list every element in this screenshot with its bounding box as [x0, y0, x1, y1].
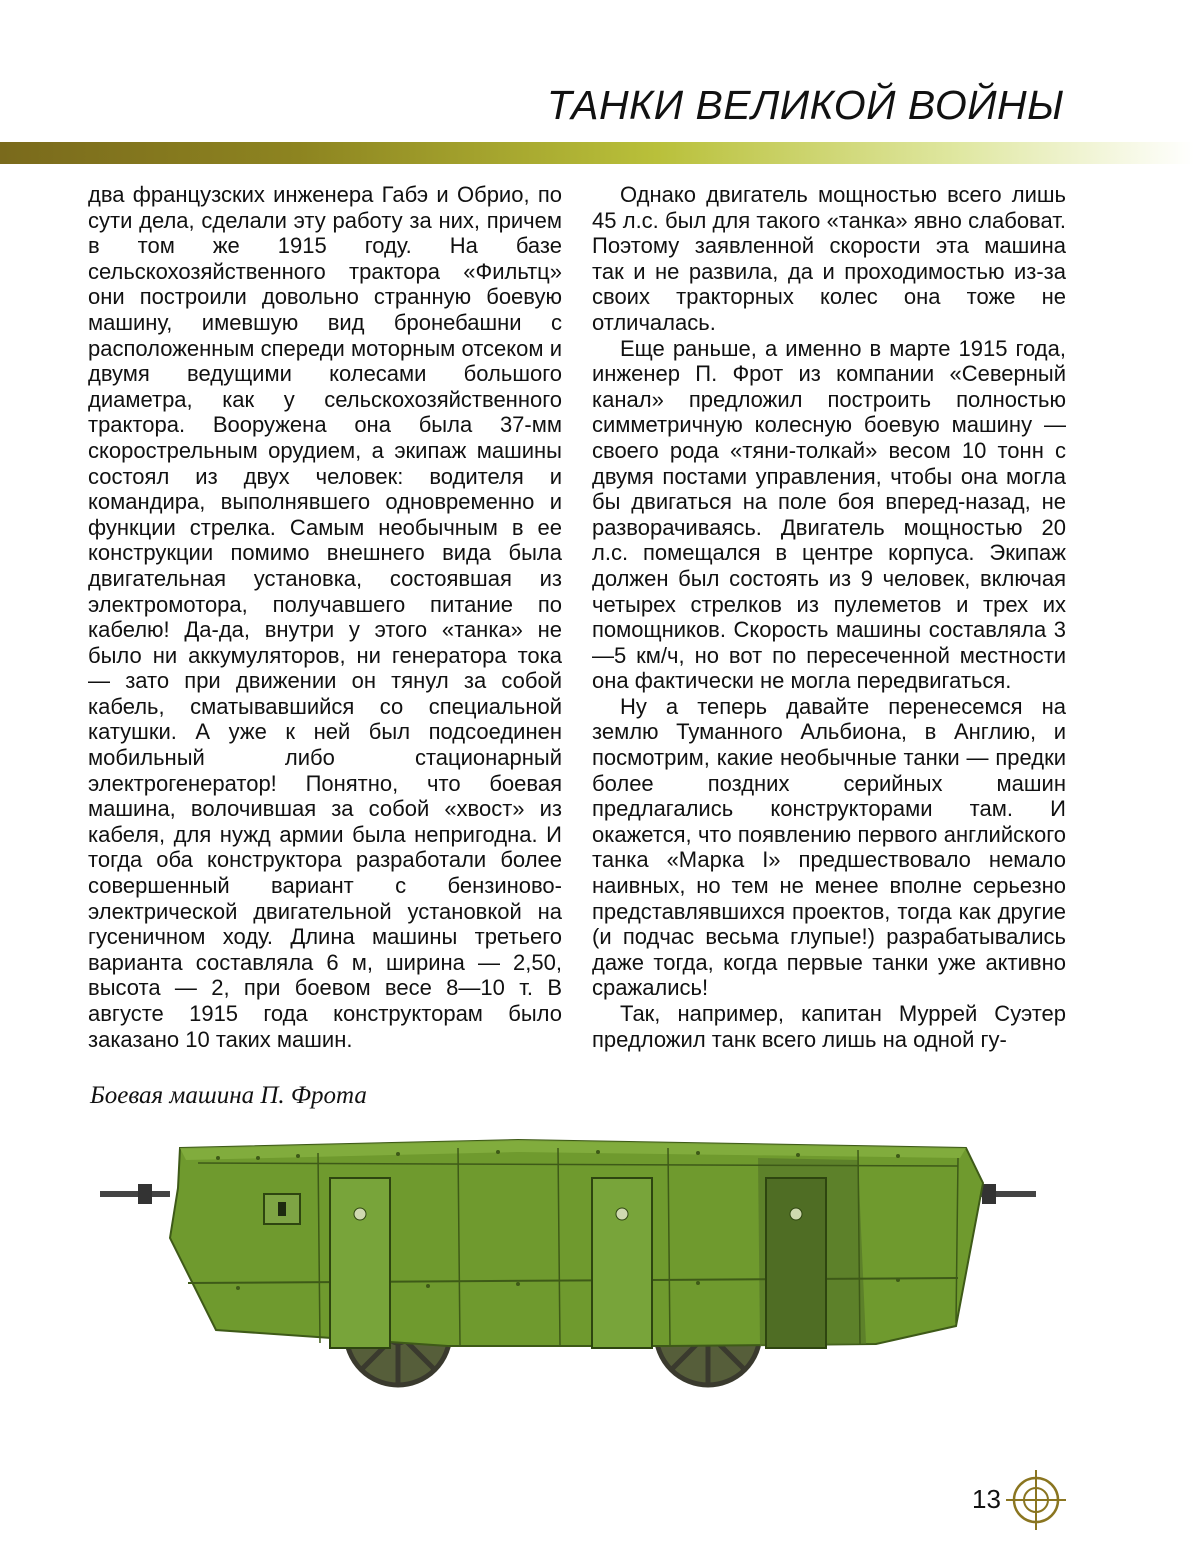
door-rear: [766, 1178, 826, 1348]
header-gradient-bar: [0, 142, 1194, 164]
running-title: ТАНКИ ВЕЛИКОЙ ВОЙНЫ: [546, 82, 1064, 128]
left-text-column: [88, 182, 562, 1052]
paragraph: Однако двигатель мощностью всего лишь 45 л.с. был для такого «танка» явно слабоват. Поэтому заявленной скорости эта машина так и не развила, да и проходимостью из-за своих тракторных колес она тоже не отличалась.: [592, 182, 1066, 335]
paragraph: Ну а теперь давайте перенесемся на землю Туманного Альбиона, в Англию, и посмотрим, какие необычные танки — предки более поздних серийных машин предлагались конструкторами там. И окажется, что появлению первого английского танка «Марка I» предшествовало немало наивных, но тем не менее вполне серьезно представлявшихся проектов, тогда как другие (и подчас весьма глупые!) разрабатывались даже тогда, когда первые танки уже активно сражались!: [592, 693, 1066, 1001]
front-gun: [100, 1184, 170, 1204]
paragraph: Еще раньше, а именно в марте 1915 года, инженер П. Фрот из компании «Северный канал» предложил построить полностью симметричную колесную боевую машину — своего рода «тяни-толкай» весом 10 тонн с двумя постами управления, чтобы она могла бы двигаться на поле боя вперед-назад, не разворачиваясь. Двигатель мощностью 20 л.с. помещался в центре корпуса. Экипаж должен был состоять из 9 человек, включая четырех стрелков из пулеметов и трех их помощников. Скорость машины составляла 3—5 км/ч, но вот по пересеченной местности она фактически не могла передвигаться.: [592, 335, 1066, 694]
paragraph: Так, например, капитан Муррей Суэтер предложил танк всего лишь на одной гу-: [592, 1001, 1066, 1052]
door-front: [330, 1178, 390, 1348]
crosshair-icon: [1004, 1468, 1068, 1532]
door-middle: [592, 1178, 652, 1348]
figure-caption: Боевая машина П. Фрота: [90, 1082, 367, 1109]
page-number: 13: [972, 1484, 1001, 1514]
tank-illustration: [98, 1118, 1048, 1458]
paragraph: два французских инженера Габэ и Обрио, по сути дела, сделали эту работу за них, причем в том же 1915 году. На базе сельскохозяйственного трактора «Фильтц» они построили довольно странную боевую машину, имевшую вид бронебашни с расположенным спереди моторным отсеком и двумя ведущими колесами большого диаметра, как у сельскохозяйственного трактора. Вооружена она была 37-мм скорострельным орудием, а экипаж машины состоял из двух человек: водителя и командира, выполнявшего одновременно и функции стрелка. Самым необычным в ее конструкции помимо внешнего вида была двигательная установка, состоявшая из электромотора, получавшего питание по кабелю! Да-да, внутри у этого «танка» не было ни аккумуляторов, ни генератора тока — зато при движении он тянул за собой кабель, сматывавшийся со специальной катушки. А уже к ней был подсоединен мобильный либо стационарный электрогенератор! Понятно, что боевая машина, волочившая за собой «хвост» из кабеля, для нужд армии была непригодна. И тогда оба конструктора разработали более совершенный вариант с бензиново-электрической двигательной установкой на гусеничном ходу. Длина машины третьего варианта составляла 6 м, ширина — 2,50, высота — 2, при боевом весе 8—10 т. В августе 1915 года конструкторам было заказано 10 таких машин.: [88, 182, 562, 1052]
right-text-column: [592, 182, 1066, 1052]
